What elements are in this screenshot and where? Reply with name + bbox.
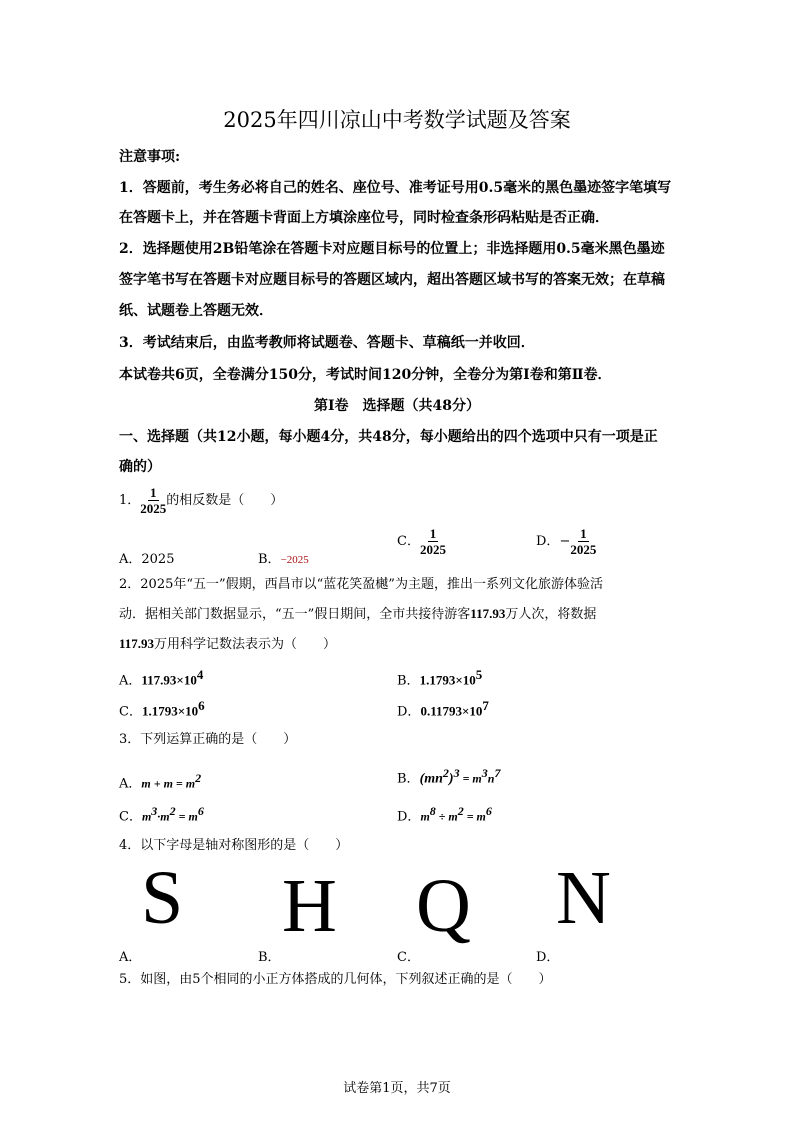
q3-a-exp: 2 (195, 771, 202, 785)
notice-summary: 本试卷共6页，全卷满分150分，考试时间120分钟，全卷分为第Ⅰ卷和第Ⅱ卷． (119, 367, 612, 383)
question-4-stem: 4．以下字母是轴对称图形的是（ ） (119, 838, 349, 853)
q1-option-d (536, 526, 596, 557)
q2-c-exp: 6 (198, 698, 205, 713)
q3-c-part3: = m (175, 809, 198, 824)
q1-c-numerator: 1 (429, 526, 437, 541)
q3-c-part2: ·m (157, 809, 170, 824)
q3-d-part2: ÷ m (435, 809, 458, 824)
q3-d-label: D． (397, 809, 421, 825)
q3-c-exp3: 6 (197, 804, 204, 818)
q2-a-label: A． (119, 673, 142, 689)
q1-number: 1． (119, 493, 141, 508)
q3-a-expr: m + m = m (141, 776, 196, 791)
question-1-stem (119, 485, 283, 516)
q2-d-exp: 7 (482, 698, 489, 713)
q1-numerator: 1 (150, 485, 157, 500)
q3-d-exp2: 2 (457, 804, 464, 818)
q2-b-exp: 5 (475, 667, 483, 682)
q3-b-label: B． (397, 771, 420, 787)
q3-option-b (397, 766, 500, 787)
q2-d-value: 0.11793×10 (420, 703, 483, 719)
q2-option-a (119, 667, 203, 688)
q4-option-b: B． (258, 950, 281, 965)
q3-b-exp3: 3 (481, 766, 488, 780)
section1-line2: 确的） (119, 459, 161, 475)
q3-d-part1: m (420, 809, 430, 824)
notice-item2-line1: 2．选择题使用2B铅笔涂在答题卡对应题目标号的位置上；非选择题用0.5毫米黑色墨迹 (119, 241, 665, 257)
q3-c-exp1: 3 (151, 804, 158, 818)
notice-heading: 注意事项: (119, 149, 181, 165)
q2-d-label: D． (397, 704, 421, 720)
question-2-line3 (119, 633, 336, 652)
q1-d-label: D． (536, 534, 560, 549)
q3-b-exp4: 7 (494, 766, 501, 780)
part1-heading: 第Ⅰ卷 选择题（共48分） (313, 398, 481, 414)
q1-a-value: 2025 (141, 552, 175, 567)
question-5-stem: 5．如图，由5个相同的小正方体搭成的几何体，下列叙述正确的是（ ） (119, 972, 552, 987)
q1-d-numerator: 1 (580, 526, 587, 541)
q2-a-exp: 4 (196, 667, 204, 682)
question-2-line1: 2．2025年“五一”假期，西昌市以“蓝花笑盈樾”为主题，推出一系列文化旅游体验活 (119, 577, 603, 592)
notice-item2-line3: 纸、试题卷上答题无效． (119, 303, 273, 319)
q3-option-a (119, 771, 201, 791)
q4-letter-n: N (556, 856, 611, 940)
q2-option-c (119, 698, 205, 719)
section1-line1: 一、选择题（共12小题，每小题4分，共48分，每小题给出的四个选项中只有一项是正 (119, 429, 658, 445)
q4-option-d: D． (536, 950, 560, 965)
q3-b-part3: = m (459, 771, 482, 786)
q3-c-part1: m (141, 809, 152, 824)
q2-l3-number: 117.93 (119, 636, 155, 651)
q3-d-exp3: 6 (485, 804, 492, 818)
q2-l3-text: 万用科学记数法表示为（ ） (154, 637, 337, 652)
q2-option-b (397, 667, 482, 688)
page-footer: 试卷第1页，共7页 (343, 1081, 451, 1096)
q3-b-part2: ) (448, 771, 454, 787)
q2-c-value: 1.1793×10 (141, 703, 199, 719)
q1-option-b (258, 548, 309, 567)
q1-denominator: 2025 (140, 501, 167, 516)
q1-b-value: −2025 (280, 554, 309, 566)
q2-a-value: 117.93×10 (141, 672, 197, 688)
q1-stem-text: 的相反数是（ ） (166, 493, 284, 508)
q4-letter-s: S (141, 856, 184, 940)
notice-item1-line2: 在答题卡上，并在答题卡背面上方填涂座位号，同时检查条形码粘贴是否正确． (119, 210, 609, 226)
notice-item2-line2: 签字笔书写在答题卡对应题目标号的答题区域内，超出答题区域书写的答案无效；在草稿 (119, 272, 665, 288)
q1-c-label: C． (397, 534, 420, 549)
q4-letter-h: H (282, 864, 337, 948)
q4-option-c: C． (397, 950, 420, 965)
question-2-line2 (119, 603, 596, 622)
q2-option-d (397, 698, 489, 719)
q2-l2-number: 117.93 (470, 606, 506, 621)
q1-c-denominator: 2025 (419, 542, 446, 557)
q3-b-part4: n (487, 771, 495, 786)
q3-a-label: A． (119, 776, 142, 792)
q1-d-fraction (570, 526, 596, 557)
q3-b-part1: (mn (419, 771, 443, 787)
page-title: 2025年四川凉山中考数学试题及答案 (223, 108, 571, 132)
q4-letter-q: Q (416, 864, 471, 948)
q2-b-label: B． (397, 673, 420, 689)
q2-l2-text-a: 动．据相关部门数据显示，“五一”假日期间，全市共接待游客 (119, 607, 471, 622)
q2-c-label: C． (119, 704, 142, 720)
q3-d-part3: = m (463, 809, 486, 824)
q3-c-exp2: 2 (169, 804, 176, 818)
q3-option-d (397, 804, 492, 824)
question-3-stem: 3．下列运算正确的是（ ） (119, 732, 297, 747)
q3-option-c (119, 804, 204, 824)
q1-b-label: B． (258, 552, 281, 567)
q3-b-exp1: 2 (442, 766, 449, 780)
q1-d-sign: − (559, 534, 571, 549)
q2-l2-text-c: 万人次，将数据 (505, 607, 597, 622)
q1-d-denominator: 2025 (570, 542, 597, 557)
q1-option-c (397, 526, 446, 557)
q4-option-a: A． (119, 950, 142, 965)
q1-a-label: A． (119, 552, 142, 567)
q3-d-exp1: 8 (429, 804, 436, 818)
q3-c-label: C． (119, 809, 142, 825)
notice-item3: 3．考试结束后，由监考教师将试题卷、答题卡、草稿纸一并收回． (119, 335, 535, 351)
notice-item1-line1: 1．答题前，考生务必将自己的姓名、座位号、准考证号用0.5毫米的黑色墨迹签字笔填写 (119, 180, 672, 196)
q3-b-exp2: 3 (453, 766, 460, 780)
q1-option-a (119, 548, 174, 567)
q1-fraction (140, 485, 166, 516)
q1-c-fraction (420, 526, 446, 557)
q2-b-value: 1.1793×10 (419, 672, 476, 688)
